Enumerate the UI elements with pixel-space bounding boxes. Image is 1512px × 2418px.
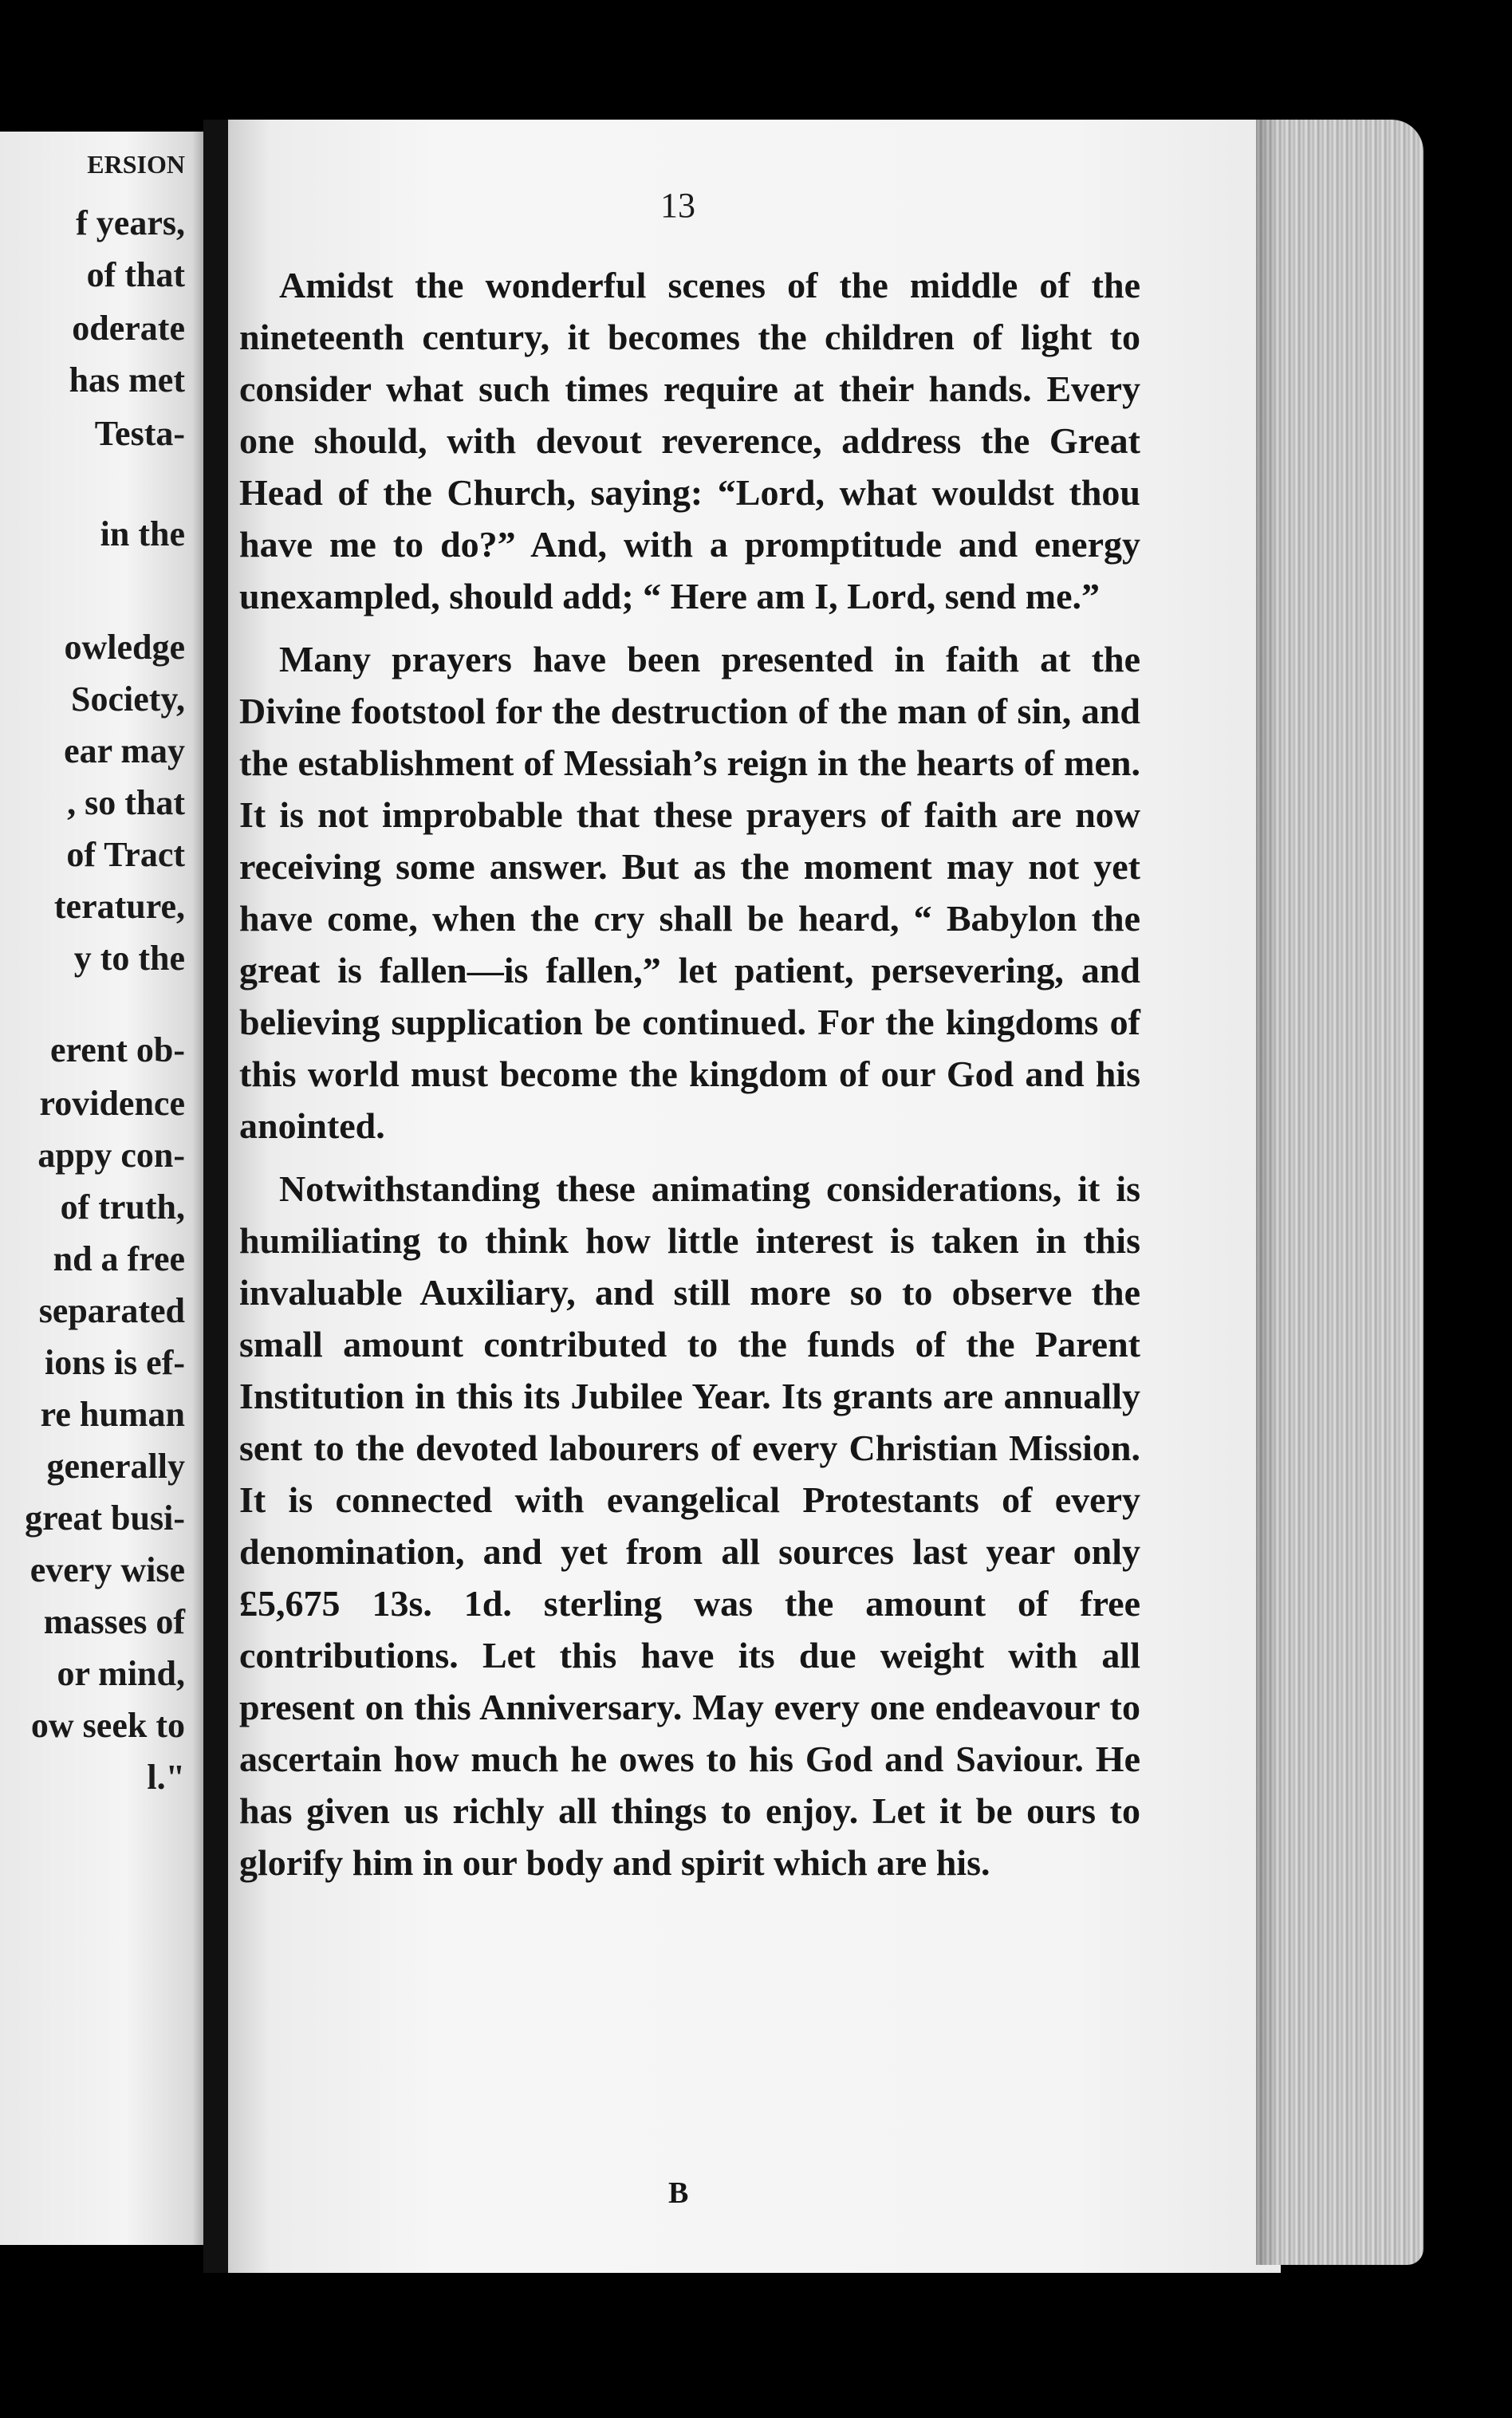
left-page-line: re human [40, 1395, 185, 1434]
paragraph-2: Many prayers have been presented in faith at the Divine footstool for the destruction of the man of sin, and the establishment of Messiah’s reign in the hearts of men. It is not improbable that these prayers of faith are now receiving some answer. But as the moment may not yet have come, when the cry shall be heard, “ Babylon the great is fallen—is fallen,” let patient, persevering, and believing supplication be continued. For the kingdoms of this world must become the kingdom of our God and his anointed. [239, 639, 1140, 1146]
left-page-line: Testa- [94, 414, 185, 453]
signature-mark: B [668, 2176, 689, 2210]
left-page-line: oderate [72, 309, 185, 348]
left-page-line: of Tract [66, 835, 185, 874]
left-page-line: Society, [71, 679, 185, 719]
left-page-line: ow seek to [30, 1706, 185, 1745]
left-page-line: of truth, [60, 1187, 185, 1227]
body-text [239, 259, 1140, 1900]
left-page-line: separated [38, 1291, 185, 1330]
left-page-line: ions is ef- [45, 1343, 185, 1382]
left-page-line: erent ob- [49, 1030, 185, 1069]
page-edges [1256, 120, 1423, 2265]
left-page-line: l." [147, 1758, 185, 1797]
left-page-line: nd a free [53, 1239, 185, 1278]
left-page-line: owledge [64, 628, 185, 667]
left-page-line: masses of [43, 1602, 185, 1641]
left-page-line: rovidence [39, 1084, 185, 1123]
left-page-line: appy con- [37, 1136, 185, 1175]
left-page-line: great busi- [25, 1498, 185, 1538]
left-page-line: f years, [76, 203, 185, 242]
page-number: 13 [660, 186, 695, 225]
left-page-line: generally [46, 1447, 185, 1486]
paragraph-3: Notwithstanding these animating considerations, it is humiliating to think how little interest is taken in this invaluable Auxiliary, and still more so to observe the small amount contributed to the funds of the Parent Institution in this its Jubilee Year. Its grants are annually sent to the devoted labourers of every Christian Mission. It is connected with evangelical Protestants of every denomination, and yet from all sources last year only £5,675 13s. 1d. sterling was the amount of free contributions. Let this have its due weight with all present on this Anniversary. May every one endeavour to ascertain how much he owes to his God and Saviour. He has given us richly all things to enjoy. Let it be ours to glorify him in our body and spirit which are his. [239, 1168, 1140, 1883]
left-page-line: of that [86, 255, 185, 294]
left-page-line: y to the [73, 939, 185, 978]
left-page-line: or mind, [57, 1654, 185, 1693]
left-page [0, 132, 209, 2245]
left-page-line: terature, [53, 887, 185, 926]
page-edge-shadow [1256, 120, 1280, 2265]
left-page-line: in the [100, 514, 185, 553]
left-page-line: ERSION [87, 150, 185, 179]
left-page-line: every wise [30, 1550, 185, 1589]
left-page-line: has met [69, 360, 185, 400]
left-page-line: , so that [67, 783, 185, 822]
left-page-line: ear may [64, 731, 185, 770]
paragraph-1: Amidst the wonderful scenes of the middle of the nineteenth century, it becomes the children of light to consider what such times require at their hands. Every one should, with devout reverence, address the Great Head of the Church, saying: “Lord, what wouldst thou have me to do?” And, with a promptitude and energy unexampled, should add; “ Here am I, Lord, send me.” [239, 265, 1140, 616]
